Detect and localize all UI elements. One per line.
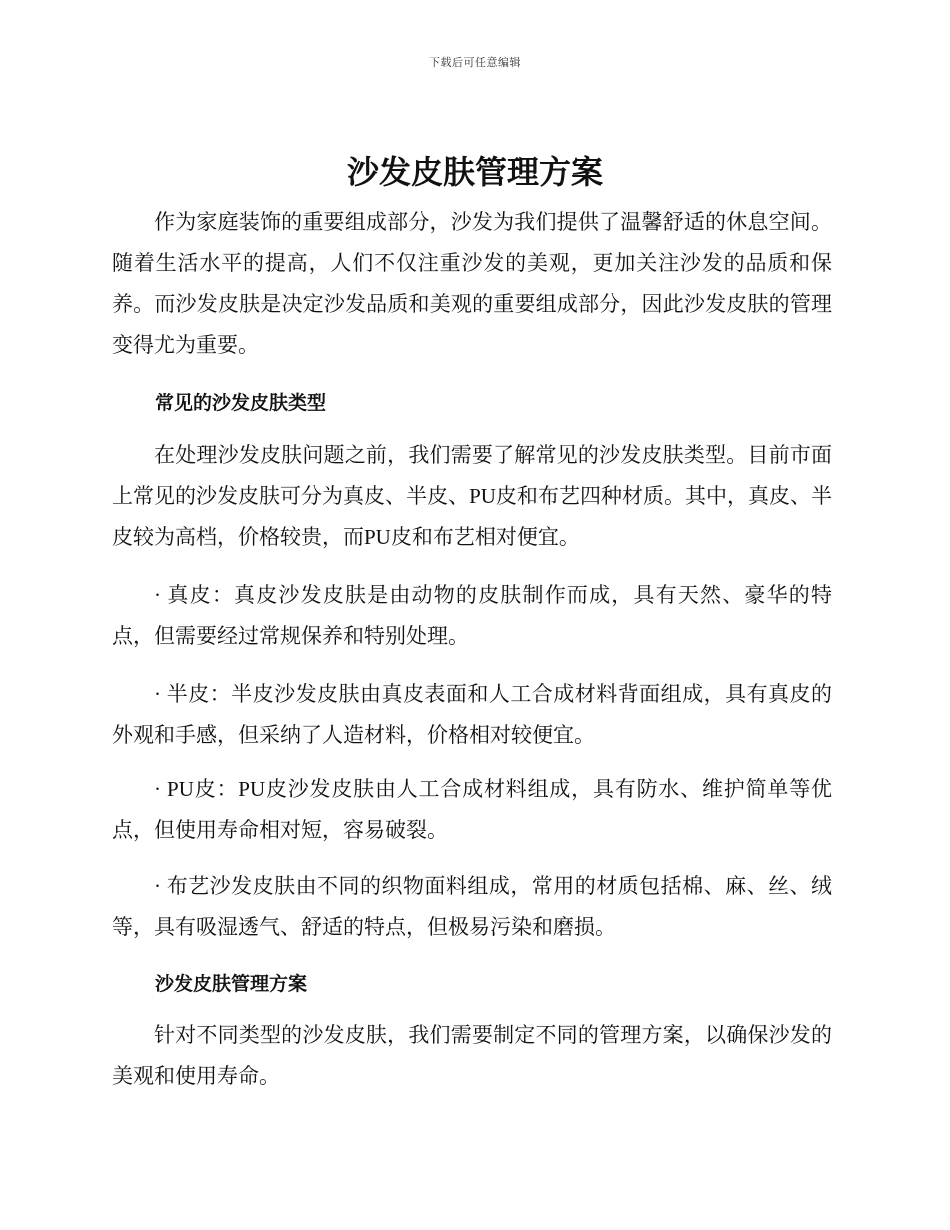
header-note: 下载后可任意编辑 — [429, 57, 521, 69]
intro-paragraph: 作为家庭装饰的重要组成部分，沙发为我们提供了温馨舒适的休息空间。随着生活水平的提高，人们不仅注重沙发的美观，更加关注沙发的品质和保养。而沙发皮肤是决定沙发品质和美观的重要组成部分，因此沙发皮肤的管理变得尤为重要。 — [112, 210, 832, 357]
section-heading-management-plan: 沙发皮肤管理方案 — [155, 973, 308, 995]
list-item-half-leather: · 半皮：半皮沙发皮肤由真皮表面和人工合成材料背面组成，具有真皮的外观和手感，但采纳了人造材料，价格相对较便宜。 — [112, 682, 832, 747]
list-item-fabric: · 布艺沙发皮肤由不同的织物面料组成，常用的材质包括棉、麻、丝、绒等，具有吸湿透气、舒适的特点，但极易污染和磨损。 — [112, 874, 832, 939]
list-item-genuine-leather: · 真皮：真皮沙发皮肤是由动物的皮肤制作而成，具有天然、豪华的特点，但需要经过常规保养和特别处理。 — [112, 583, 832, 648]
skin-types-paragraph: 在处理沙发皮肤问题之前，我们需要了解常见的沙发皮肤类型。目前市面上常见的沙发皮肤可分为真皮、半皮、PU皮和布艺四种材质。其中，真皮、半皮较为高档，价格较贵，而PU皮和布艺相对便宜。 — [112, 443, 832, 549]
document-title: 沙发皮肤管理方案 — [346, 153, 603, 191]
section-heading-skin-types: 常见的沙发皮肤类型 — [155, 392, 327, 414]
management-plan-paragraph: 针对不同类型的沙发皮肤，我们需要制定不同的管理方案，以确保沙发的美观和使用寿命。 — [112, 1023, 832, 1088]
list-item-pu-leather: · PU皮：PU皮沙发皮肤由人工合成材料组成，具有防水、维护简单等优点，但使用寿命相对短，容易破裂。 — [112, 777, 832, 842]
